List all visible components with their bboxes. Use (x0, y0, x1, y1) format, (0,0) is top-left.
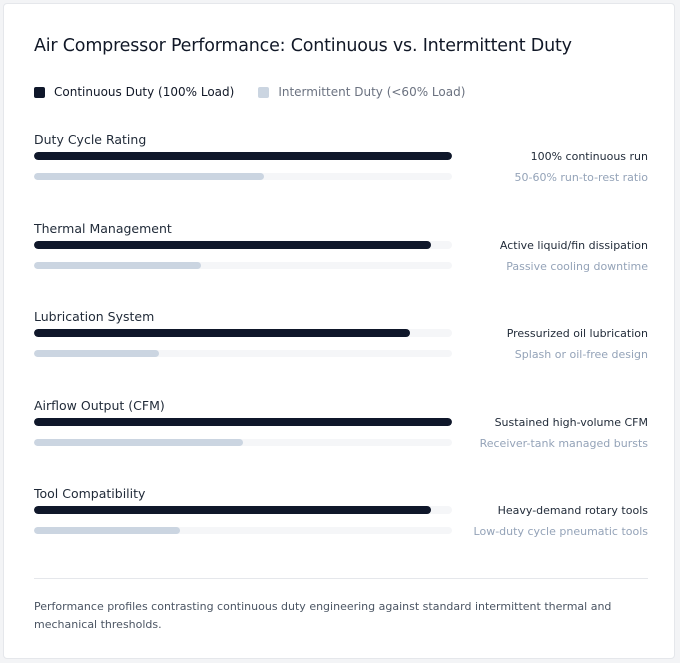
value-label-intermittent: Splash or oil-free design (514, 348, 648, 361)
value-label-continuous: Pressurized oil lubrication (506, 327, 648, 340)
value-label-intermittent: Passive cooling downtime (506, 259, 648, 273)
bar-track (34, 241, 452, 249)
bar-track (34, 173, 452, 180)
value-label-intermittent: Receiver-tank managed bursts (479, 436, 648, 450)
value-label-intermittent: Low-duty cycle pneumatic tools (473, 525, 648, 538)
bar-continuous (34, 241, 431, 249)
legend-swatch-continuous (34, 87, 45, 98)
bar-continuous (34, 506, 431, 514)
bar-continuous (34, 152, 452, 160)
category-label: Tool Compatibility (34, 486, 146, 501)
bar-group (34, 398, 648, 468)
bar-track (34, 152, 452, 160)
value-label-intermittent: 50-60% run-to-rest ratio (514, 171, 648, 184)
bar-intermittent (34, 527, 180, 534)
legend-swatch-intermittent (258, 87, 269, 98)
value-label-continuous: Heavy-demand rotary tools (497, 504, 648, 517)
bar-group (34, 221, 648, 291)
bar-group (34, 132, 648, 202)
bar-intermittent (34, 173, 264, 180)
bar-continuous (34, 418, 452, 426)
value-label-continuous: Sustained high-volume CFM (494, 415, 648, 429)
legend (34, 84, 489, 100)
bar-track (34, 506, 452, 514)
bar-intermittent (34, 439, 243, 446)
divider (34, 578, 648, 579)
category-label: Duty Cycle Rating (34, 132, 147, 147)
bar-group (34, 486, 648, 556)
value-label-continuous: 100% continuous run (530, 150, 648, 163)
legend-label-continuous: Continuous Duty (100% Load) (54, 85, 235, 99)
bar-track (34, 350, 452, 357)
category-label: Lubrication System (34, 309, 155, 324)
bar-intermittent (34, 350, 159, 357)
bar-intermittent (34, 262, 201, 269)
category-label: Airflow Output (CFM) (34, 397, 165, 413)
bar-track (34, 262, 452, 269)
value-label-continuous: Active liquid/fin dissipation (499, 238, 648, 252)
bar-group (34, 309, 648, 379)
chart-card (3, 3, 675, 659)
legend-item-intermittent (258, 85, 465, 99)
chart-title: Air Compressor Performance: Continuous vs. Intermittent Duty (34, 36, 572, 56)
bar-track (34, 439, 452, 446)
category-label: Thermal Management (34, 220, 172, 236)
bar-track (34, 527, 452, 534)
legend-item-continuous (34, 85, 234, 99)
bar-track (34, 418, 452, 426)
footnote: Performance profiles contrasting continuous duty engineering against standard intermittent thermal and mechanical thresholds. (34, 600, 612, 631)
bar-continuous (34, 329, 410, 337)
legend-label-intermittent: Intermittent Duty (<60% Load) (278, 85, 466, 99)
bar-track (34, 329, 452, 337)
